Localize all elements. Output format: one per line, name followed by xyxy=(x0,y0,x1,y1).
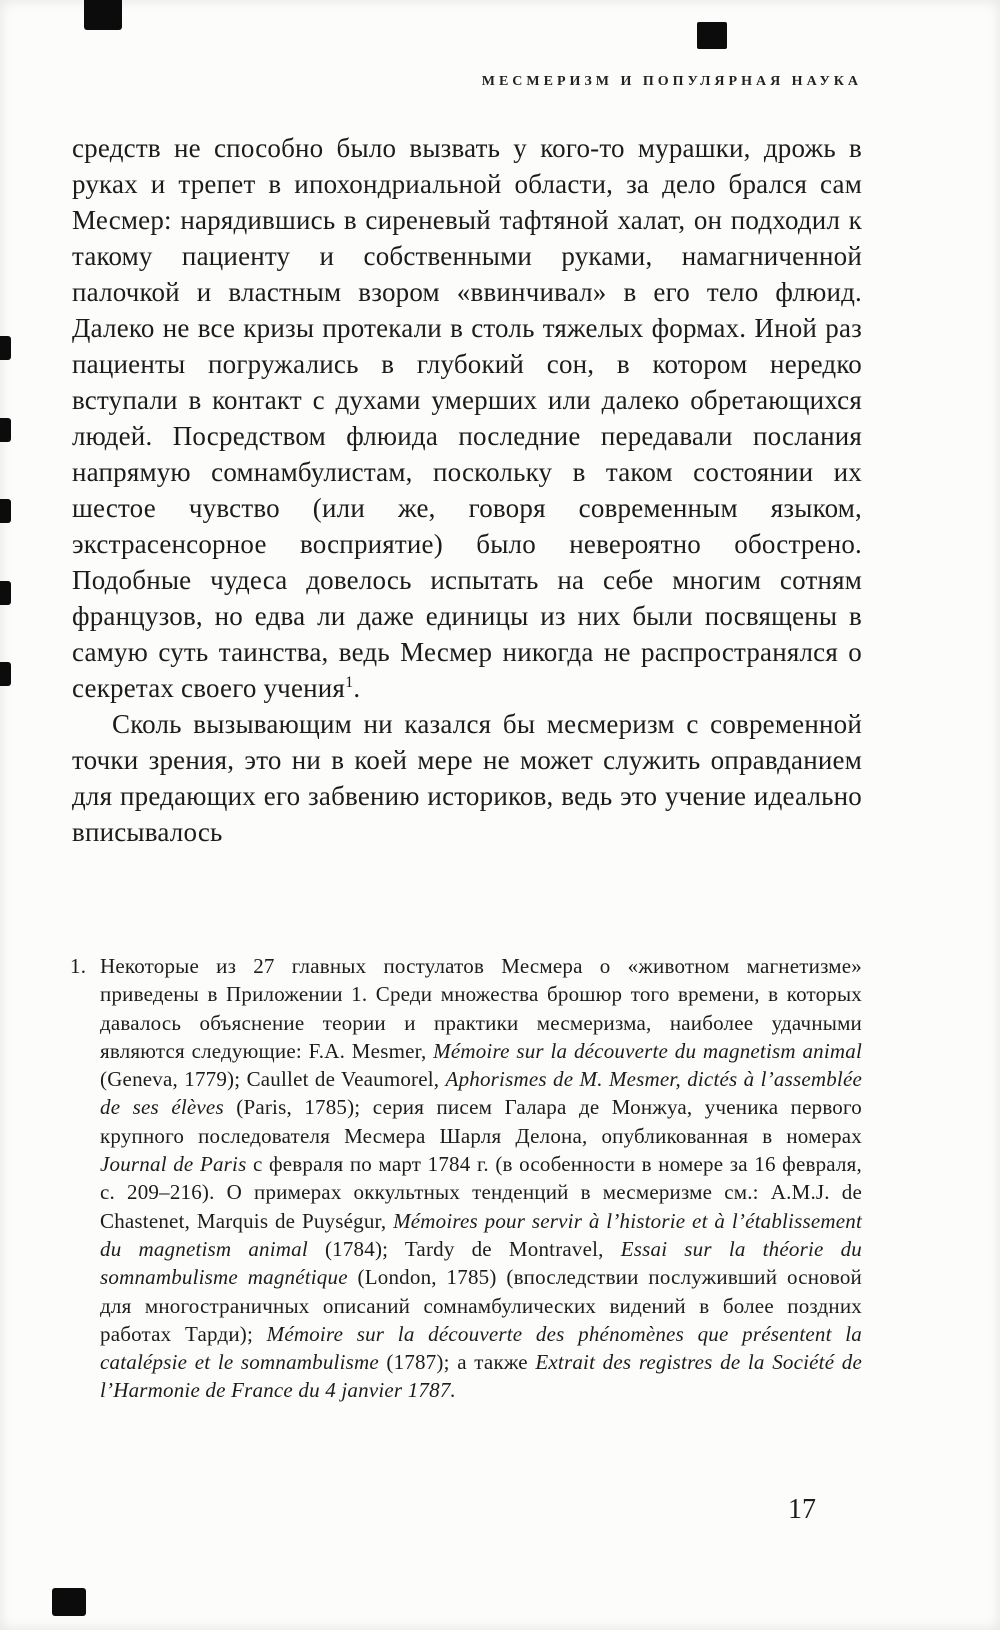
scan-artifact xyxy=(697,22,727,49)
body-text xyxy=(72,130,862,850)
scan-artifact xyxy=(0,336,11,360)
scan-artifact xyxy=(0,499,11,523)
footnote-marker: 1. xyxy=(70,954,87,978)
scan-artifact xyxy=(0,418,11,442)
scan-artifact xyxy=(0,662,11,686)
scan-artifact xyxy=(84,0,122,30)
footnote-text: Некоторые из 27 главных постулатов Месмера о «животном магнетизме» приведены в Приложении 1. Среди множества брошюр того времени, в которых давалось объяснение теории и практики месмеризма, наиболее удачными являются следующие: F.A. Mesmer, Mémoire sur la découverte du magnetism animal (Geneva, 1779); Caullet de Veaumorel, Aphorismes de M. Mesmer, dictés à l’assemblée de ses élèves (Paris, 1785); серия писем Галара де Монжуа, ученика первого крупного последователя Месмера Шарля Делона, опубликованная в номерах Journal de Paris с февраля по март 1784 г. (в особенности в номере за 16 февраля, с. 209–216). О примерах оккультных тенденций в месмеризме см.: A.M.J. de Chastenet, Marquis de Puységur, Mémoires pour servir à l’historie et à l’établissement du magnetism animal (1784); Tardy de Montravel, Essai sur la théorie du somnambulisme magnétique (London, 1785) (впоследствии послуживший основой для многостраничных описаний сомнамбулических видений в более поздних работах Тарди); Mémoire sur la découverte des phénomènes que présentent la catalépsie et le somnambulisme (1787); а также Extrait des registres de la Société de l’Harmonie de France du 4 janvier 1787. xyxy=(100,954,863,1403)
paragraph: Сколь вызывающим ни казался бы месмеризм с современной точки зрения, это ни в коей мере не может служить оправданием для предающих его забвению историков, ведь это учение идеально вписывалось xyxy=(72,709,862,847)
running-head: МЕСМЕРИЗМ И ПОПУЛЯРНАЯ НАУКА xyxy=(481,74,862,89)
footnote xyxy=(70,952,862,1405)
scan-artifact xyxy=(52,1588,86,1616)
scan-artifact xyxy=(0,581,11,605)
paragraph: средств не способно было вызвать у кого-то мурашки, дрожь в руках и трепет в ипохондриальной области, за дело брался сам Месмер: нарядившись в сиреневый тафтяной халат, он подходил к такому пациенту и собственными руками, намагниченной палочкой и властным взором «ввинчивал» в его тело флюид. Далеко не все кризы протекали в столь тяжелых формах. Иной раз пациенты погружались в глубокий сон, в котором нередко вступали в контакт с духами умерших или далеко обретающихся людей. Посредством флюида последние передавали послания напрямую сомнамбулистам, поскольку в таком состоянии их шестое чувство (или же, говоря современным языком, экстрасенсорное восприятие) было невероятно обострено. Подобные чудеса довелось испытать на себе многим сотням французов, но едва ли даже единицы из них были посвящены в самую суть таинства, ведь Месмер никогда не распространялся о секретах своего учения$^1$. xyxy=(72,133,862,703)
page-number: 17 xyxy=(788,1494,816,1525)
